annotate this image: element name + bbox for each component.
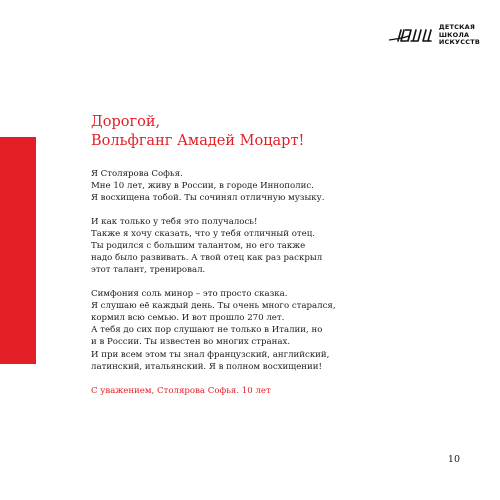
text-line: Я восхищена тобой. Ты сочинял отличную музыку.	[91, 193, 325, 204]
letter-heading	[91, 113, 491, 151]
heading-line: Вольфганг Амадей Моцарт!	[91, 133, 305, 149]
text-line: этот талант, тренировал.	[91, 265, 206, 276]
text-line: надо было развивать. А твой отец как раз раскрыл	[91, 253, 323, 264]
logo-line: ДЕТСКАЯ	[438, 23, 476, 31]
letter-signature: С уважением, Столярова Софья. 10 лет	[91, 386, 271, 397]
text-line: Я слушаю её каждый день. Ты очень много старался,	[91, 300, 336, 311]
text-line: Симфония соль минор – это просто сказка.	[91, 288, 288, 299]
heading-line: Дорогой,	[91, 114, 161, 130]
school-logo	[387, 24, 480, 47]
text-line: Также я хочу сказать, что у тебя отличный отец.	[91, 228, 315, 239]
text-line: латинский, итальянский. Я в полном восхищении!	[91, 361, 322, 372]
text-line: Ты родился с большим талантом, но его также	[91, 241, 306, 252]
red-accent-bar	[0, 137, 36, 364]
logo-line: ШКОЛА	[438, 30, 470, 39]
text-line: И при всем этом ты знал французский, английский,	[91, 349, 330, 360]
paragraph-symphony	[91, 288, 491, 373]
text-line: и в России. Ты известен во многих странах.	[91, 337, 291, 348]
text-line: Я Столярова Софья.	[91, 169, 183, 179]
text-line: А тебя до сих пор слушают не только в Италии, но	[91, 325, 323, 336]
text-line: И как только у тебя это получалось!	[91, 216, 258, 227]
dshi-logo-mark	[387, 26, 435, 44]
letter	[91, 113, 491, 397]
paragraph-intro	[91, 168, 491, 205]
school-logo-text	[439, 24, 480, 47]
logo-line: ИСКУССТВ	[438, 38, 480, 46]
page-number: 10	[447, 454, 460, 465]
text-line: Мне 10 лет, живу в России, в городе Иннополис.	[91, 181, 314, 192]
paragraph-father	[91, 216, 491, 277]
text-line: кормил всю семью. И вот прошло 270 лет.	[91, 313, 285, 324]
